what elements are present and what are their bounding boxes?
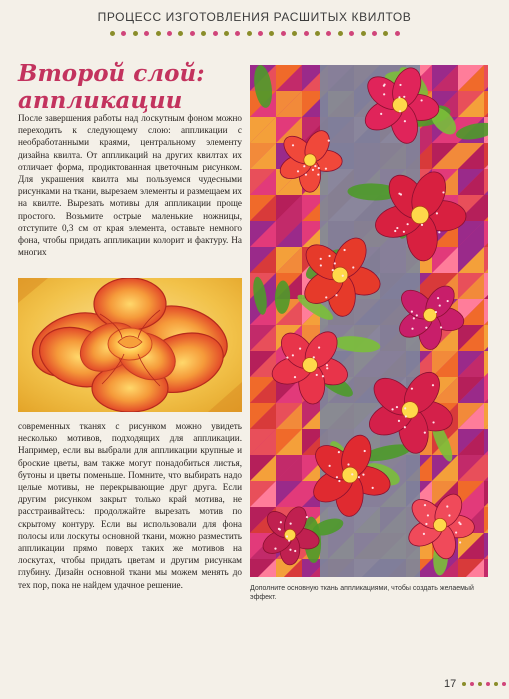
- running-header: ПРОЦЕСС ИЗГОТОВЛЕНИЯ РАСШИТЫХ КВИЛТОВ: [97, 10, 412, 24]
- section-heading: [18, 60, 248, 114]
- body-paragraph-2: современных тканях с рисунком можно увидеть несколько мотивов, подходящих для аппликации. Например, если вы выбрали для аппликации крупные и броские цветы, вам также могут понадобиться листья, бутоны и цветы поменьше. Помните, что выбирать надо целые мотивы, не перекрывающие друг друга. Если другим рисунком закрыт только край мотива, не расстраивайтесь: продолжайте вырезать мотив по скрытому контуру. Если вы использовали для фона полосы или лоскуты основной ткани, можно разместить аппликации прямо поверх таких же мотивов на лоскутах, чтобы придать цветам и другим рисункам глубину. Дизайн основной ткани мы можем менять до тех пор, пока не найдем удачное решение.: [18, 421, 242, 590]
- photo-caption: Дополните основную ткань аппликациями, чтобы создать желаемый эффект.: [250, 585, 474, 601]
- heading-line-1: Второй слой:: [18, 60, 205, 87]
- footer-dots: [462, 682, 506, 686]
- quilt-photo: [250, 65, 488, 577]
- appliqué-flower-photo: [18, 278, 242, 412]
- header-dots-rule: [110, 30, 400, 36]
- page-number: 17: [444, 678, 457, 690]
- body-paragraph-1: После завершения работы над лоскутным фоном можно переходить к следующему слою: аппликации с необработанными краями, центральному элементу дизайна квилта. От аппликаций на других квилтах их отличает форма, продиктованная цветочным рисунком. Для украшения квилта мы пользуемся чудесными рисунками на ткани, вырезаем элементы и размещаем их на квилте. Вырезать мотивы для аппликации проще простого. Возьмите острые маленькие ножницы, отступите 0,3 см от края элемента, оставьте немного фона, чтобы придать аппликации колорит и фактуру. На многих: [18, 113, 242, 258]
- heading-line-2: аппликации: [18, 87, 183, 114]
